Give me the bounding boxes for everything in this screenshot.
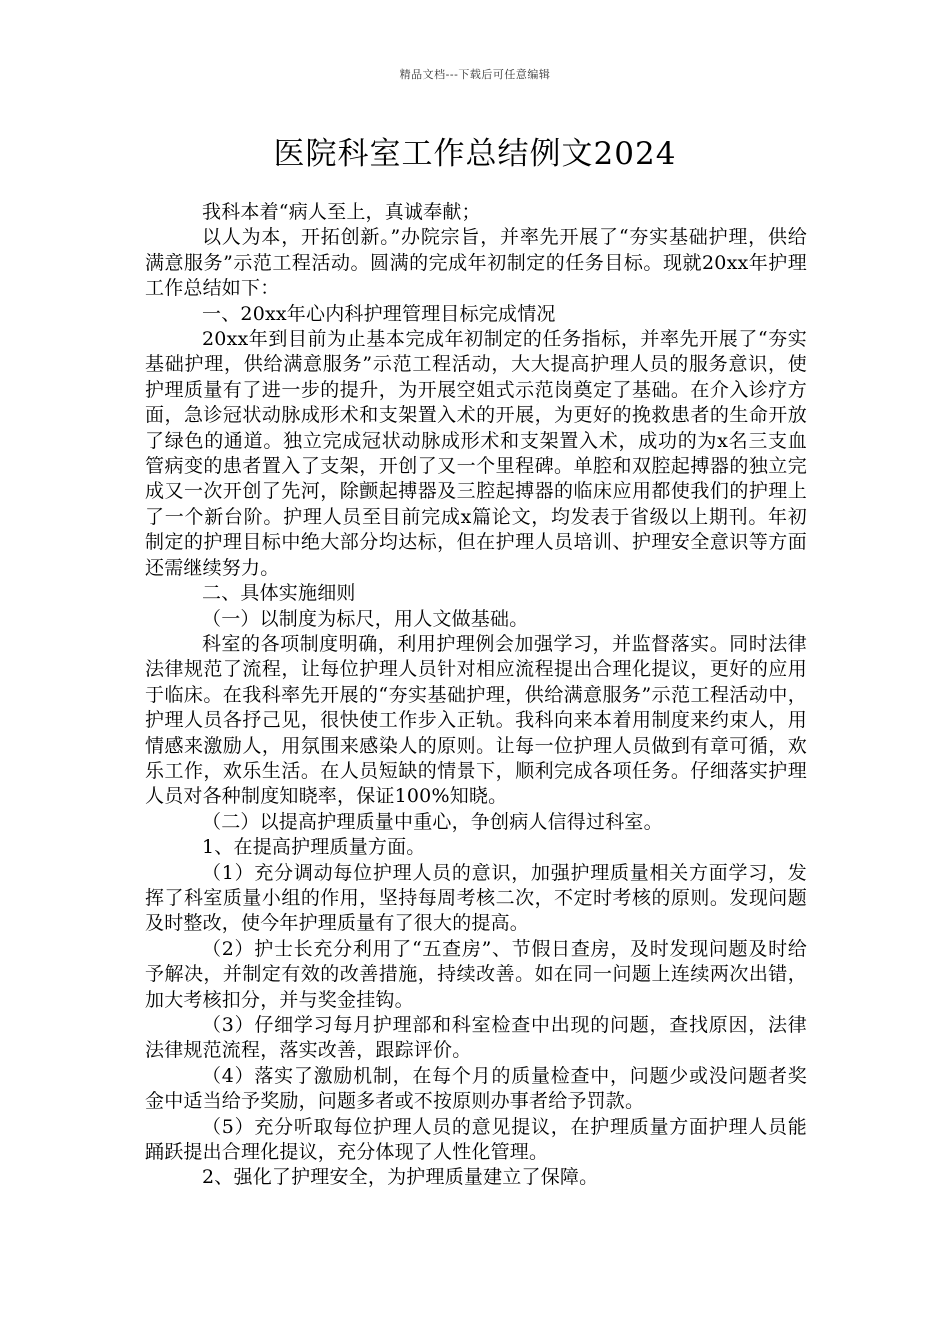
- paragraph: （1）充分调动每位护理人员的意识，加强护理质量相关方面学习，发挥了科室质量小组的作用，坚持每周考核二次，不定时考核的原则。发现问题及时整改，使今年护理质量有了很大的提高。: [145, 861, 807, 935]
- subsection-heading: （一）以制度为标尺，用人文做基础。: [202, 607, 529, 630]
- document-title: 医院科室工作总结例文2024: [273, 136, 677, 172]
- subsection-heading: （二）以提高护理质量中重心，争创病人信得过科室。: [202, 810, 663, 833]
- subsection-heading: 2、强化了护理安全，为护理质量建立了保障。: [202, 1166, 599, 1189]
- paragraph: 我科本着“病人至上，真诚奉献；: [202, 201, 481, 223]
- document-body: [145, 200, 807, 1191]
- section-heading: 二、具体实施细则: [202, 582, 356, 605]
- subsection-heading: 1、在提高护理质量方面。: [202, 836, 426, 859]
- paragraph: 以人为本，开拓创新。”办院宗旨，并率先开展了“夯实基础护理，供给满意服务”示范工程活动。圆满的完成年初制定的任务目标。现就20xx年护理工作总结如下：: [145, 226, 807, 300]
- paragraph: （2）护士长充分利用了“五查房”、节假日查房，及时发现问题及时给予解决，并制定有效的改善措施，持续改善。如在同一问题上连续两次出错，加大考核扣分，并与奖金挂钩。: [145, 937, 807, 1011]
- header-note: 精品文档---下载后可任意编辑: [399, 68, 551, 81]
- section-heading: 一、20xx年心内科护理管理目标完成情况: [202, 302, 556, 325]
- paragraph: （4）落实了激励机制，在每个月的质量检查中，问题少或没问题者奖金中适当给予奖励，问题多者或不按原则办事者给予罚款。: [145, 1064, 807, 1113]
- paragraph: （5）充分听取每位护理人员的意见提议，在护理质量方面护理人员能踊跃提出合理化提议，充分体现了人性化管理。: [145, 1115, 807, 1164]
- paragraph: 科室的各项制度明确，利用护理例会加强学习，并监督落实。同时法律法律规范了流程，让每位护理人员针对相应流程提出合理化提议，更好的应用于临床。在我科率先开展的“夯实基础护理，供给满意服务”示范工程活动中，护理人员各抒己见，很快使工作步入正轨。我科向来本着用制度来约束人，用情感来激励人，用氛围来感染人的原则。让每一位护理人员做到有章可循，欢乐工作，欢乐生活。在人员短缺的情景下，顺利完成各项任务。仔细落实护理人员对各种制度知晓率，保证100%知晓。: [145, 632, 807, 808]
- paragraph: （3）仔细学习每月护理部和科室检查中出现的问题，查找原因，法律法律规范流程，落实改善，跟踪评价。: [145, 1014, 807, 1062]
- paragraph: 20xx年到目前为止基本完成年初制定的任务指标，并率先开展了“夯实基础护理，供给满意服务”示范工程活动，大大提高护理人员的服务意识，使护理质量有了进一步的提升，为开展空姐式示范岗奠定了基础。在介入诊疗方面，急诊冠状动脉成形术和支架置入术的开展，为更好的挽救患者的生命开放了绿色的通道。独立完成冠状动脉成形术和支架置入术，成功的为x名三支血管病变的患者置入了支架，开创了又一个里程碑。单腔和双腔起搏器的独立完成又一次开创了先河，除颤起搏器及三腔起搏器的临床应用都使我们的护理上了一个新台阶。护理人员至目前完成x篇论文，均发表于省级以上期刊。年初制定的护理目标中绝大部分均达标，但在护理人员培训、护理安全意识等方面还需继续努力。: [145, 328, 807, 579]
